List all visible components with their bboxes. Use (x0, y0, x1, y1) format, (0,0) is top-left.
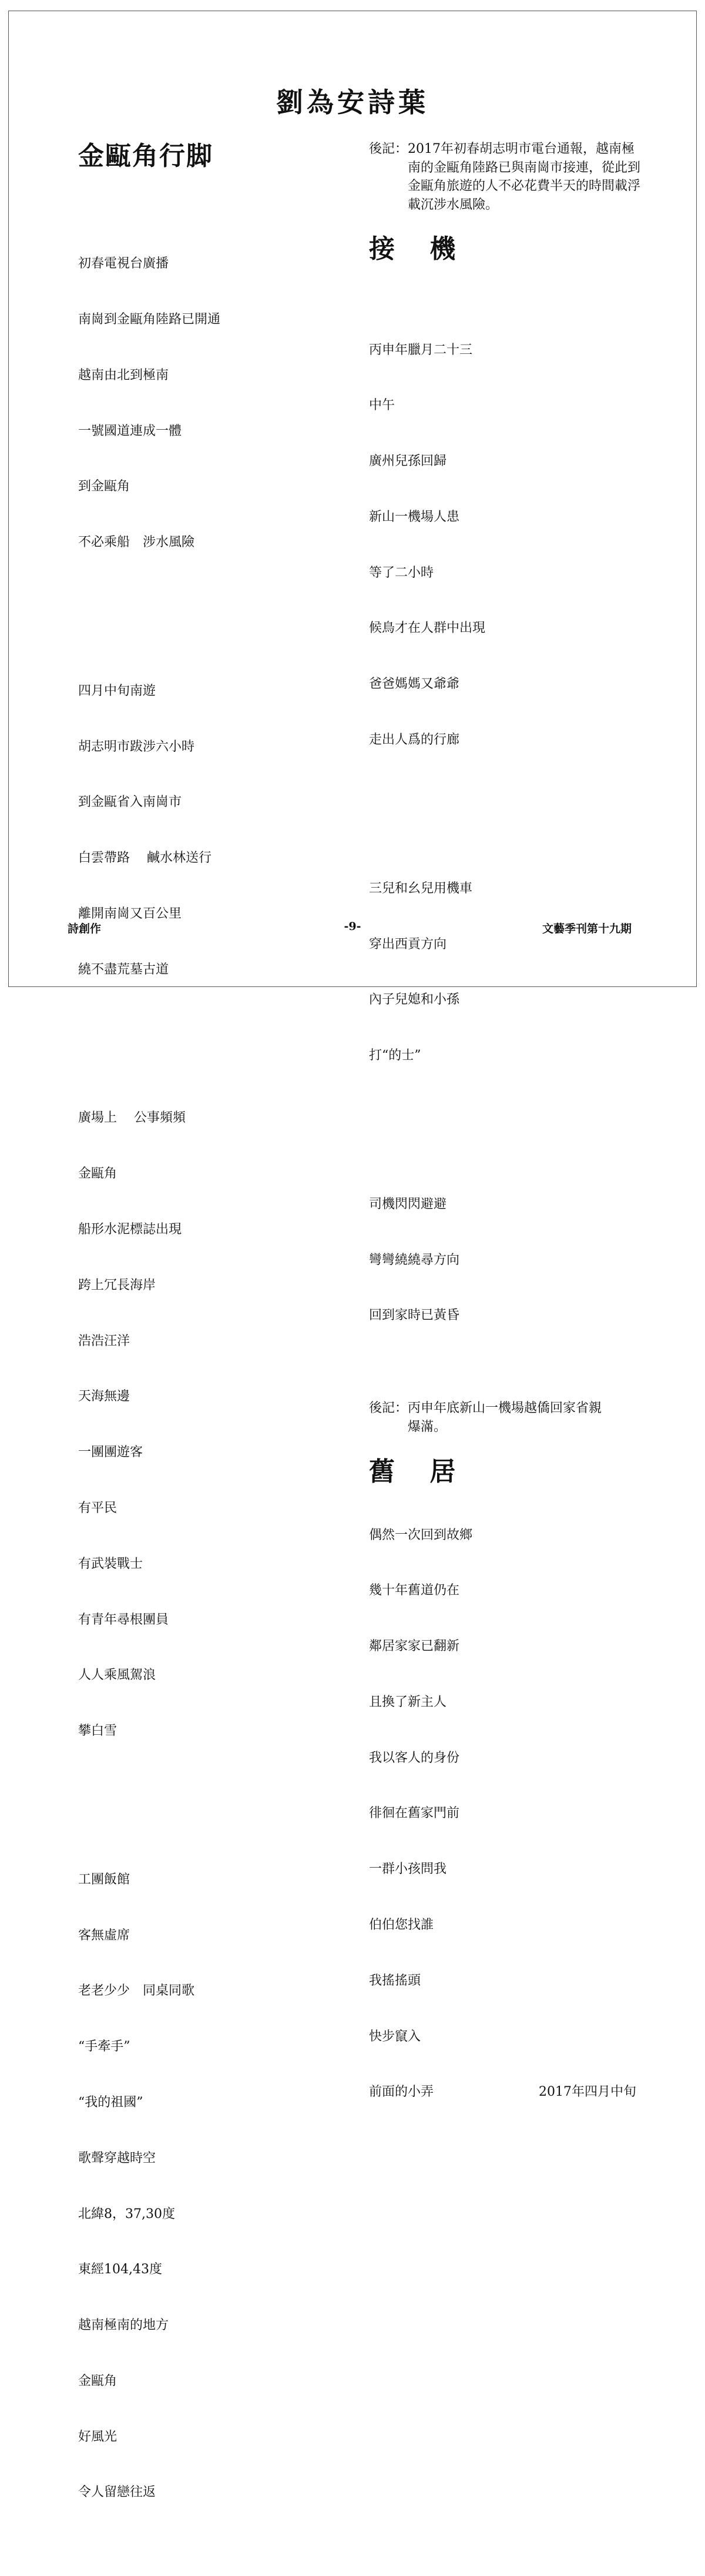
poem-line: 一團團遊客 (78, 1445, 143, 1460)
stanza (78, 218, 337, 589)
poem-line: 白雲帶路 鹹水林送行 (78, 851, 212, 866)
poem-line: 船形水泥標誌出現 (78, 1222, 182, 1237)
poem-line: 三兒和幺兒用機車 (369, 881, 473, 896)
poem-jieji (369, 234, 645, 1436)
poem-line: 走出人爲的行廊 (369, 732, 460, 748)
poem-line: 有青年尋根團員 (78, 1612, 169, 1627)
poem-line: 廣州兒孫回歸 (369, 454, 447, 469)
poem-body-jiuju (369, 1488, 645, 2083)
poem-line: 到金甌角 (78, 479, 130, 494)
poem-line: 回到家時已黃昏 (369, 1308, 460, 1323)
poem-line: 金甌角 (78, 1166, 118, 1182)
page-title: 劉為安詩葉 (276, 86, 429, 118)
poem-title-jieji: 接 機 (369, 234, 469, 265)
poem-line: 有武裝戰士 (78, 1556, 143, 1571)
poem-line: 歌聲穿越時空 (78, 2150, 156, 2166)
page-number: -9- (344, 920, 361, 933)
poem-line: 四月中旬南遊 (78, 683, 156, 698)
poem-line: 跨上冗長海岸 (78, 1277, 156, 1293)
poem-line: 穿出西貢方向 (369, 936, 447, 952)
afterword-text: 丙申年底新山一機場越僑回家省親爆滿。 (408, 1401, 602, 1434)
footer-section: 詩創作 (68, 922, 102, 935)
poem-line: 繞不盡荒墓古道 (78, 962, 169, 977)
stanza (369, 1158, 645, 1363)
poem-line: 攀白雪 (78, 1724, 118, 1739)
poem-line: 廣場上 公事頻頻 (78, 1110, 186, 1126)
poem-date: 2017年四月中旬 (539, 2085, 636, 2100)
poem-line: 中午 (369, 398, 395, 413)
poem-line: 不必乘船 涉水風險 (78, 535, 195, 550)
poem-line: 彎彎繞繞尋方向 (369, 1252, 460, 1267)
poem-line: 等了二小時 (369, 565, 434, 580)
stanza (369, 303, 645, 786)
poem-line: 候鳥才在人群中出現 (369, 621, 486, 636)
poem-line: 越南極南的地方 (78, 2318, 169, 2333)
poem-line: 一號國道連成一體 (78, 423, 182, 439)
afterword-label: 後記： (369, 142, 408, 156)
poem-title-jinou: 金甌角行脚 (78, 141, 213, 171)
poem-line: 打“的士” (369, 1048, 421, 1063)
afterword-label: 後記： (369, 1401, 408, 1416)
poem-line: 爸爸媽媽又爺爺 (369, 677, 460, 692)
poem-line: 新山一機場人患 (369, 509, 460, 524)
poem-line: 老老少少 同桌同歌 (78, 1983, 195, 1999)
poem-line: 客無虛席 (78, 1928, 130, 1943)
poem-line: 到金甌省入南崗市 (78, 795, 182, 810)
stanza (78, 1072, 337, 1778)
afterword-jieji (369, 1399, 645, 1436)
poem-line: 金甌角 (78, 2373, 118, 2388)
poem-line: 南崗到金甌角陸路已開通 (78, 312, 221, 327)
poem-line: 一群小孩問我 (369, 1862, 447, 1877)
last-line-row (369, 2083, 636, 2102)
poem-line: 令人留戀往返 (78, 2485, 156, 2500)
poem-line: 天海無邊 (78, 1389, 130, 1404)
poem-body-jinou (78, 180, 337, 2576)
poem-line: 人人乘風駕浪 (78, 1668, 156, 1683)
poem-line: 工團飯館 (78, 1872, 130, 1887)
stanza (369, 842, 645, 1102)
poem-line: 且換了新主人 (369, 1694, 447, 1709)
poem-line: 司機閃閃避避 (369, 1196, 447, 1212)
poem-jiuju (369, 1457, 645, 2102)
poem-line: 快步竄入 (369, 2029, 421, 2044)
poem-line: 伯伯您找誰 (369, 1918, 434, 1933)
poem-line: 好風光 (78, 2429, 118, 2444)
poem-line: 偶然一次回到故鄉 (369, 1527, 473, 1543)
poem-body-jieji (369, 266, 645, 1399)
poem-line: 幾十年舊道仍在 (369, 1583, 460, 1598)
poem-line: 北緯8，37,30度 (78, 2206, 175, 2222)
poem-title-jiuju: 舊 居 (369, 1456, 469, 1487)
poem-line: 我搖搖頭 (369, 1973, 421, 1988)
poem-line: 徘徊在舊家門前 (369, 1806, 460, 1821)
poem-line: 有平民 (78, 1500, 118, 1516)
afterword-text: 2017年初春胡志明市電台通報，越南極南的金甌角陸路已與南崗市接連，從此到金甌角旅遊的人不必花費半天的時間載浮載沉涉水風險。 (408, 142, 641, 212)
right-column (369, 140, 645, 2102)
poem-line: 離開南崗又百公里 (78, 906, 182, 921)
poem-line: 我以客人的身份 (369, 1750, 460, 1765)
footer-publication: 文藝季刊第十九期 (542, 922, 632, 935)
poem-line: “手牽手” (78, 2039, 130, 2055)
afterword-jinou (369, 140, 645, 214)
left-column (78, 141, 337, 2576)
poem-line: 浩浩汪洋 (78, 1333, 130, 1349)
poem-line: 初春電視台廣播 (78, 256, 169, 272)
poem-line: 內子兒媳和小孫 (369, 992, 460, 1008)
poem-line: 胡志明市跋涉六小時 (78, 739, 195, 754)
poem-line: 東經104,43度 (78, 2262, 162, 2277)
poem-line: 前面的小弄 (369, 2085, 434, 2100)
stanza (78, 1834, 337, 2540)
stanza (78, 645, 337, 1016)
poem-line: 鄰居家家已翻新 (369, 1639, 460, 1654)
poem-line: “我的祖國” (78, 2095, 143, 2110)
poem-line: 丙申年臘月二十三 (369, 342, 473, 357)
poem-line: 越南由北到極南 (78, 367, 169, 383)
